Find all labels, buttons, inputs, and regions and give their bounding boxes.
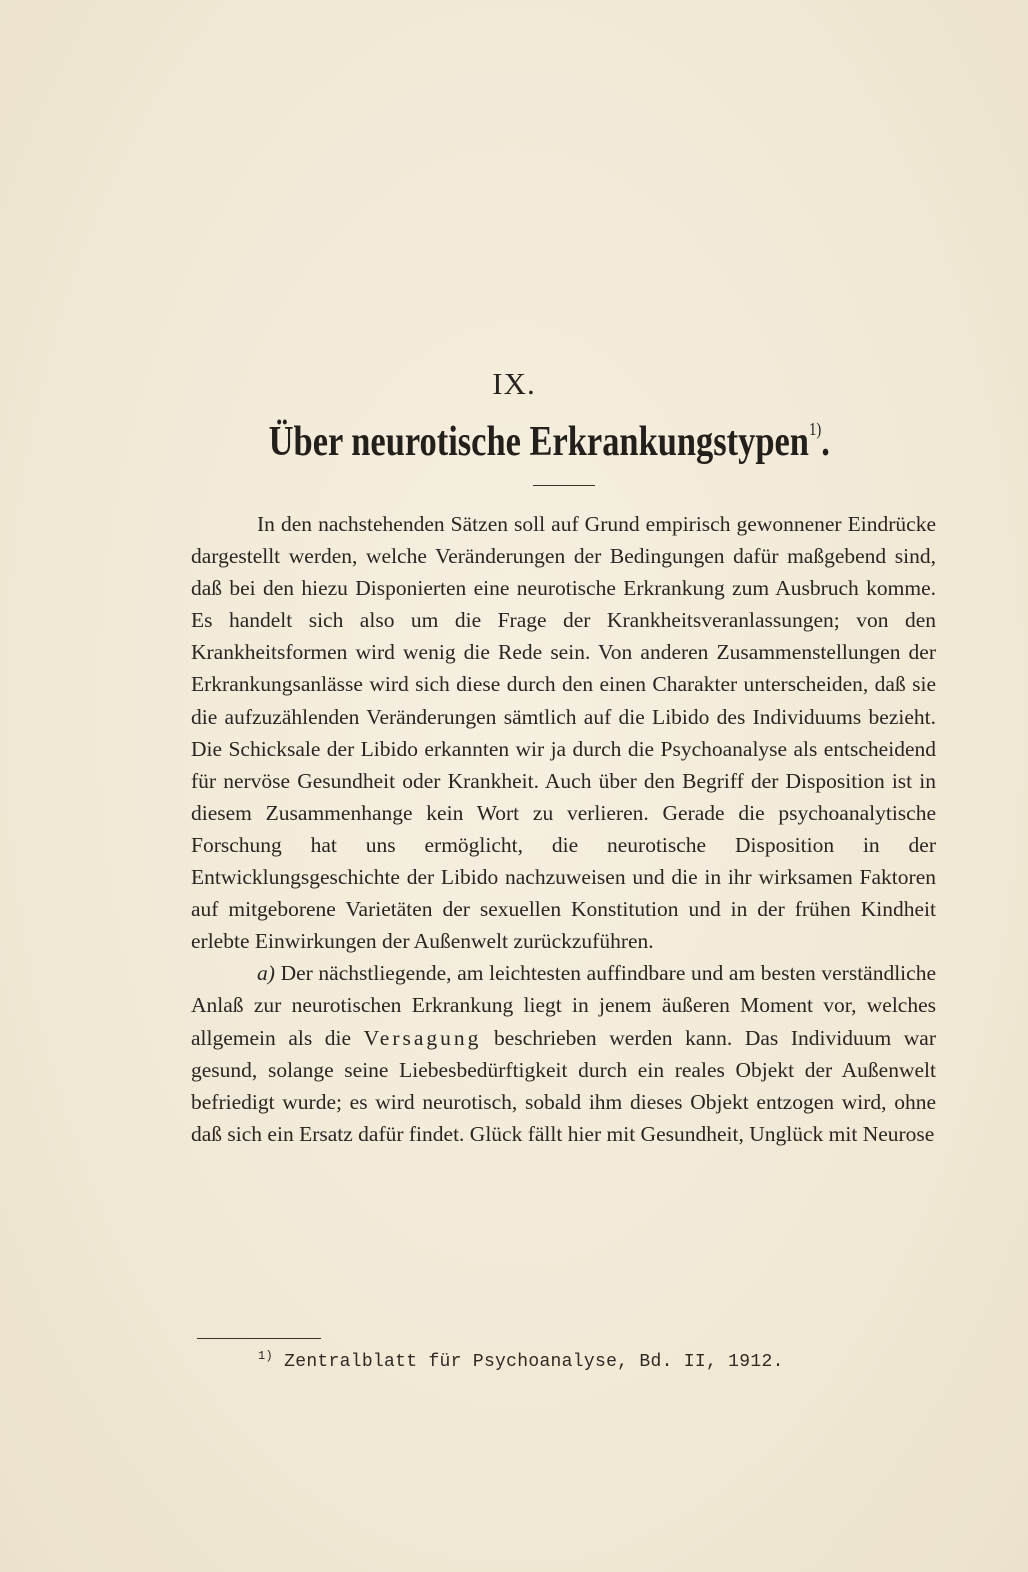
footnote-text: Zentralblatt für Psychoanalyse, Bd. II, 1912.	[273, 1352, 784, 1372]
paragraph-2-emphasis: Versagung	[363, 1025, 482, 1050]
title-footnote-marker[interactable]: 1)	[808, 419, 822, 439]
paragraph-2-text-b: beschrieben werden kann. Das Individuum war gesund, solange seine Liebesbedürftigkeit durch ein reales Objekt der Außenwelt befriedigt wurde; es wird neurotisch, sobald ihm dieses Objekt entzogen wird, ohne daß sich ein Ersatz dafür findet. Glück fällt hier mit Gesundheit, Unglück mit Neurose	[191, 1025, 936, 1146]
paragraph-2	[191, 957, 936, 1150]
chapter-number: IX.	[492, 366, 536, 401]
title-divider	[533, 485, 595, 486]
footnote	[258, 1349, 784, 1372]
body-text	[191, 508, 936, 1150]
paragraph-2-text-a: Der nächstliegende, am leichtesten auffindbare und am besten verständliche Anlaß zur neurotischen Erkrankung liegt in jenem äußeren Moment vor, welches allgemein als die	[191, 961, 936, 1050]
paragraph-2-label: a)	[257, 961, 275, 986]
paragraph-1: In den nachstehenden Sätzen soll auf Grund empirisch gewonnener Eindrücke dargestellt werden, welche Veränderungen der Bedingungen dafür maßgebend sind, daß bei den hiezu Disponierten eine neurotische Erkrankung zum Ausbruch komme. Es handelt sich also um die Frage der Krankheitsveranlassungen; von den Krankheitsformen wird wenig die Rede sein. Von anderen Zusammenstellungen der Erkrankungsanlässe wird sich diese durch den einen Charakter unterscheiden, daß sie die aufzuzählenden Veränderungen sämtlich auf die Libido des Individuums bezieht. Die Schicksale der Libido erkannten wir ja durch die Psychoanalyse als entscheidend für nervöse Gesundheit oder Krankheit. Auch über den Begriff der Disposition ist in diesem Zusammenhange kein Wort zu verlieren. Gerade die psychoanalytische Forschung hat uns ermöglicht, die neurotische Disposition in der Entwicklungsgeschichte der Libido nachzuweisen und die in ihr wirksamen Faktoren auf mitgeborene Varietäten der sexuellen Konstitution und in der frühen Kindheit erlebte Einwirkungen der Außenwelt zurückzuführen.	[191, 512, 936, 954]
footnote-divider	[197, 1338, 321, 1339]
footnote-marker: 1)	[258, 1349, 274, 1363]
chapter-title: Über neurotische Erkrankungstypen$^{1)}$.	[268, 419, 830, 465]
chapter-title-text: Über neurotische Erkrankungstypen	[268, 419, 809, 465]
